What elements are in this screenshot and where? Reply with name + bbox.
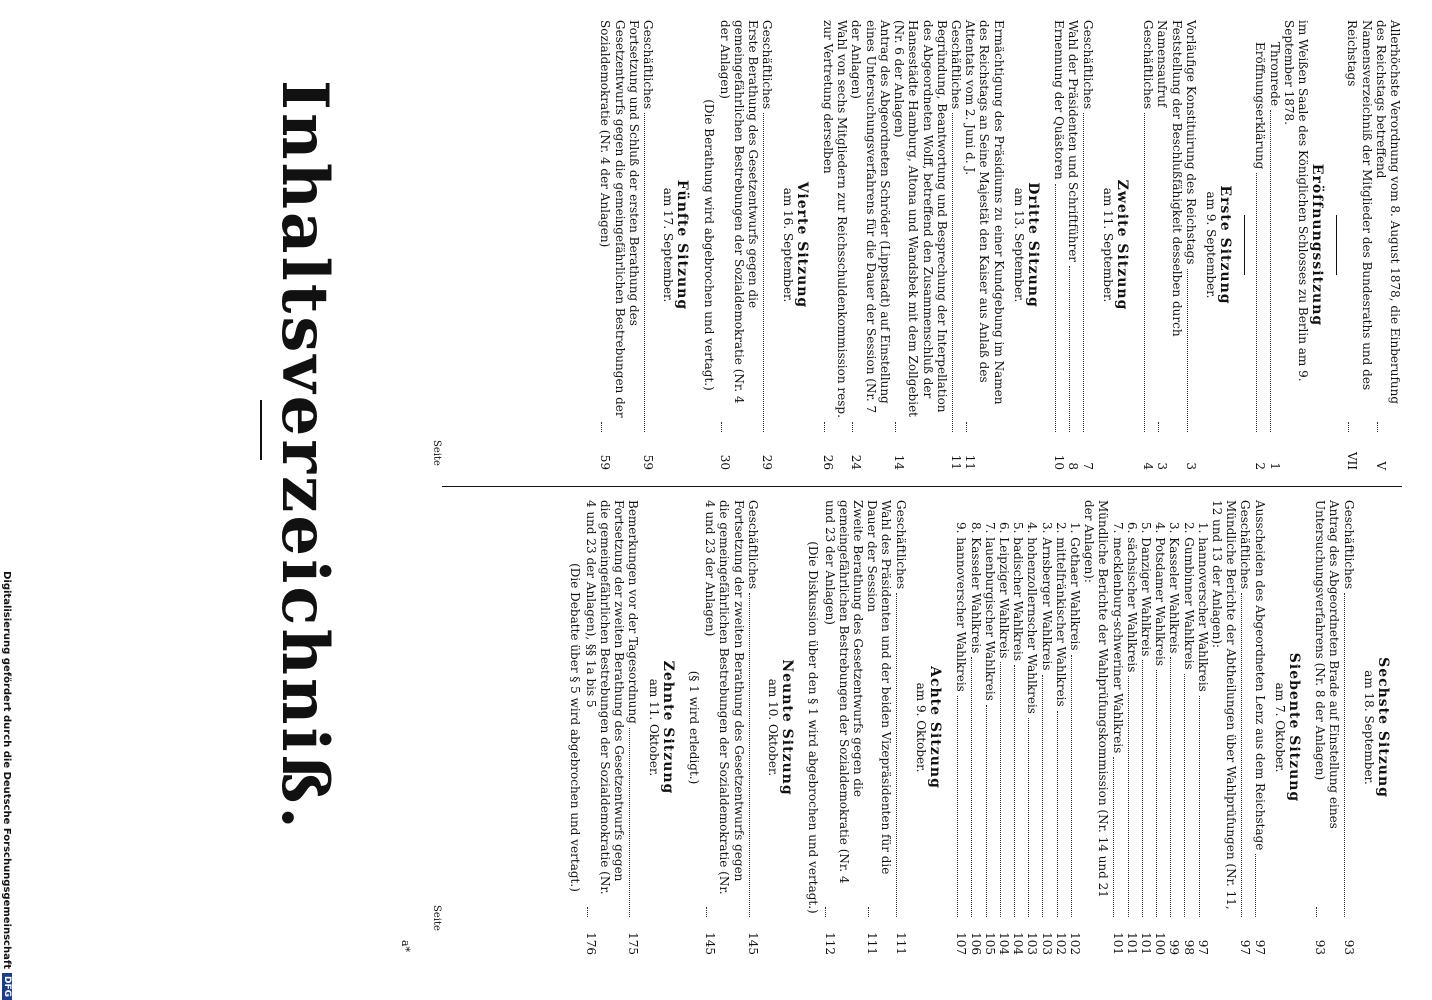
section-date: am 13. September. — [1011, 187, 1026, 303]
toc-entry — [1253, 20, 1267, 470]
toc-page-number: 175 — [626, 932, 641, 955]
section-rule — [1336, 215, 1337, 275]
toc-entry-text: 4. Potsdamer Wahlkreis — [1153, 522, 1168, 667]
toc-entry-text: Bemerkungen vor der Tagesordnung — [626, 500, 641, 724]
left-column — [598, 20, 1402, 470]
right-column — [561, 500, 1402, 955]
toc-page-number: 1 — [1267, 462, 1282, 470]
toc-entry — [1125, 500, 1139, 955]
toc-page-number: 14 — [892, 454, 907, 470]
footer-text: Digitalisierung gefördert durch die Deutsche Forschungsgemeinschaft — [1, 571, 13, 969]
section-heading: Vierte Sitzung — [793, 181, 810, 309]
toc-entry-text: Wahl von sechs Mitgliedern zur Reichsschuldenkommission resp. zur Vertretung derselben — [821, 20, 850, 418]
toc-entry-text: Begründung, Beantwortung und Besprechung der Interpellation des Abgeordneten Wolff, betreffend den Zusammenschluß der Hansestädte Hamburg, Altona und Wandsbek mit dem Zollgebiet (Nr. 6 der Anlagen) — [892, 20, 949, 417]
toc-entry — [1313, 500, 1341, 955]
section-heading: Sechste Sitzung — [1375, 657, 1391, 798]
section-note: (Die Berathung wird abgebrochen und vertagt.) — [701, 99, 716, 391]
leader-dots — [706, 907, 707, 917]
leader-dots — [1156, 670, 1157, 917]
leader-dots — [897, 593, 898, 917]
toc-entry — [849, 20, 892, 470]
toc-page-number: 97 — [1238, 939, 1253, 955]
toc-page-number: 11 — [963, 454, 978, 470]
leader-dots — [749, 593, 750, 917]
section-note: (Die Diskussion über den § 1 wird abgebrochen und vertagt.) — [806, 541, 821, 914]
toc-page-number: 103 — [1039, 932, 1054, 955]
toc-entry-text: 1. Gothaer Wahlkreis — [1067, 522, 1082, 651]
section-date: am 11. September. — [1100, 187, 1115, 303]
leader-dots — [763, 113, 764, 432]
section-heading: Achte Sitzung — [927, 666, 944, 789]
leader-dots — [957, 696, 958, 917]
leader-dots — [721, 422, 722, 432]
leader-dots — [1128, 676, 1129, 917]
toc-entry — [641, 20, 655, 470]
section-note: (§ 1 wird erledigt.) — [687, 670, 702, 785]
toc-entry — [626, 500, 640, 955]
toc-entry — [1267, 20, 1281, 470]
column-divider — [442, 486, 1402, 487]
toc-page-number: V — [1373, 461, 1388, 470]
toc-entry-text: 3. Kasseler Wahlkreis — [1167, 522, 1182, 654]
leader-dots — [629, 728, 630, 917]
toc-entry-text: Zweite Berathung des Gesetzentwurfs gegen die gemeingefährlichen Bestrebungen der Sozialdemokratie (Nr. 4 und 23 der Anlagen) — [822, 500, 866, 884]
leader-dots — [1113, 757, 1114, 917]
section-heading: Neunte Sitzung — [779, 659, 796, 796]
toc-entry-text: Fortsetzung und Schluß der ersten Berathung des Gesetzentwurfs gegen die gemeingefährlichen Bestrebungen der Sozialdemokratie (Nr. 4 der Anlagen) — [598, 20, 641, 418]
toc-entry-text: Vorläufige Konstituirung des Reichstags — [1183, 20, 1198, 265]
section-heading: Zweite Sitzung — [1113, 179, 1130, 311]
toc-entry — [1341, 500, 1355, 955]
section-date: am 16. September. — [780, 187, 795, 303]
toc-entry-text: 8. Kasseler Wahlkreis — [968, 522, 983, 654]
leader-dots — [1071, 655, 1072, 917]
toc-entry-text: Geschäftliches — [641, 20, 656, 110]
toc-entry — [1282, 20, 1310, 470]
leader-dots — [1144, 113, 1145, 432]
toc-entry-text: 5. badischer Wahlkreis — [1011, 522, 1026, 661]
leader-dots — [1000, 662, 1001, 917]
toc-entry — [703, 500, 746, 955]
toc-entry — [954, 500, 968, 955]
leader-dots — [1199, 696, 1200, 917]
leader-dots — [644, 113, 645, 432]
toc-entry-text: Eröffnungserklärung — [1253, 42, 1268, 170]
toc-entry-text: 6. Leipziger Wahlkreis — [996, 522, 1011, 659]
section-date: am 7. Oktober. — [1272, 682, 1287, 773]
toc-entry — [1155, 20, 1183, 470]
toc-entry — [894, 500, 908, 955]
toc-entry — [1252, 500, 1266, 955]
leader-dots — [587, 907, 588, 917]
toc-entry — [949, 20, 963, 470]
toc-page-number: 29 — [760, 454, 775, 470]
leader-dots — [1348, 422, 1349, 432]
toc-entry-text: Geschäftliches — [893, 500, 908, 590]
toc-page-number: 98 — [1181, 939, 1196, 955]
toc-entry — [1184, 20, 1198, 470]
toc-page-number: 102 — [1053, 932, 1068, 955]
toc-entry — [746, 500, 760, 955]
leader-dots — [825, 907, 826, 917]
leader-dots — [1170, 657, 1171, 917]
toc-page-number: 59 — [598, 454, 613, 470]
toc-entry — [1210, 500, 1238, 955]
toc-entry — [1039, 500, 1053, 955]
toc-entry — [1139, 500, 1153, 955]
leader-dots — [1316, 907, 1317, 917]
toc-entry-text: Geschäftliches — [760, 20, 775, 110]
toc-page-number: 104 — [996, 932, 1011, 955]
toc-page-number: 97 — [1252, 939, 1267, 955]
toc-entry — [598, 20, 641, 470]
section-date: am 18. September. — [1361, 670, 1376, 785]
leader-dots — [1344, 593, 1345, 917]
toc-entry-text: 1. hannoverscher Wahlkreis — [1195, 522, 1210, 692]
leader-dots — [1142, 660, 1143, 917]
leader-dots — [1377, 422, 1378, 432]
toc-page-number: 30 — [717, 454, 732, 470]
leader-dots — [1184, 674, 1185, 917]
toc-page-number: 99 — [1167, 939, 1182, 955]
leader-dots — [1055, 184, 1056, 432]
leader-dots — [1158, 422, 1159, 432]
seite-label-left: Seite — [431, 440, 442, 466]
section-heading: Fünfte Sitzung — [674, 179, 691, 311]
toc-page-number: 8 — [1066, 462, 1081, 470]
toc-entry-text: Mündliche Berichte der Abtheilungen über Wahlprüfungen (Nr. 11, 12 und 13 der Anlagen): — [1209, 500, 1239, 910]
toc-page-number: 101 — [1138, 932, 1153, 955]
toc-entry-text: Ermächtigung des Präsidiums zu einer Kundgebung im Namen des Reichstags an Seine Majestät den Kaiser aus Anlaß des Attentats vom 2. Juni d. J. — [963, 20, 1006, 405]
toc-entry-text: 7. lauenburgischer Wahlkreis — [982, 522, 997, 701]
toc-page-number: 101 — [1110, 932, 1125, 955]
leader-dots — [1256, 173, 1257, 432]
toc-entry — [963, 20, 1006, 470]
toc-entry — [718, 20, 761, 470]
toc-entry-text: Thronrede — [1267, 42, 1282, 107]
section-date: am 17. September. — [661, 187, 676, 303]
toc-page-number: 10 — [1052, 454, 1067, 470]
toc-entry-text: Ausscheiden des Abgeordneten Lenz aus dem Reichstage — [1252, 500, 1267, 851]
leader-dots — [1187, 269, 1188, 433]
leader-dots — [1069, 266, 1070, 432]
toc-page-number: 59 — [641, 454, 656, 470]
toc-entry-text: Geschäftliches — [1080, 20, 1095, 110]
leader-dots — [1014, 665, 1015, 917]
section-rule — [1244, 215, 1245, 275]
leader-dots — [601, 422, 602, 432]
toc-entry-text: Fortsetzung der zweiten Berathung des Gesetzentwurfs gegen die gemeingefährlichen Bestrebungen der Sozialdemokratie (Nr. 4 und 23 der Anlagen) — [703, 500, 746, 895]
toc-page-number: VII — [1345, 451, 1360, 470]
toc-entry-text: 3. Arnsberger Wahlkreis — [1039, 522, 1054, 671]
toc-page-number: 112 — [822, 932, 837, 955]
toc-page-number: 93 — [1313, 939, 1328, 955]
section-date: am 9. Oktober. — [913, 682, 928, 773]
toc-page-number: 4 — [1141, 462, 1156, 470]
toc-entry-text: Geschäftliches — [948, 20, 963, 110]
toc-entry — [1345, 20, 1373, 470]
toc-entry — [1066, 20, 1080, 470]
toc-entry-text: 4. hohenzollernscher Wahlkreis — [1025, 522, 1040, 714]
toc-page-number: 106 — [968, 932, 983, 955]
toc-page-number: 105 — [982, 932, 997, 955]
toc-entry-text: 7. mecklenburg-schweriner Wahlkreis — [1110, 522, 1125, 754]
toc-page-number: 176 — [583, 932, 598, 955]
toc-page-number: 24 — [849, 454, 864, 470]
toc-entry-text: 2. mittelfränkischer Wahlkreis — [1053, 522, 1068, 707]
leader-dots — [1057, 711, 1058, 917]
toc-entry — [1052, 20, 1066, 470]
toc-entry — [1082, 500, 1110, 955]
toc-entry — [1167, 500, 1181, 955]
toc-page-number: 26 — [821, 454, 836, 470]
toc-entry-text: 5. Danziger Wahlkreis — [1138, 522, 1153, 657]
toc-page-number: 11 — [948, 454, 963, 470]
section-date: am 9. September. — [1203, 191, 1218, 299]
leader-dots — [1255, 854, 1256, 917]
toc-entry-text: Antrag des Abgeordneten Brade auf Einstellung eines Untersuchungsverfahrens (Nr. 8 der Anlagen) — [1313, 500, 1342, 829]
toc-entry — [760, 20, 774, 470]
toc-entry — [1196, 500, 1210, 955]
leader-dots — [895, 422, 896, 432]
toc-entry-text: Geschäftliches — [745, 500, 760, 590]
toc-page-number: 102 — [1067, 932, 1082, 955]
toc-entry — [1068, 500, 1082, 955]
footer — [0, 0, 14, 1000]
toc-entry — [865, 500, 893, 955]
toc-entry-text: Antrag des Abgeordneten Schröder (Lippstadt) auf Einstellung eines Untersuchungsverfahrens für die Dauer der Session (Nr. 7 der Anlagen) — [849, 20, 892, 414]
toc-entry — [997, 500, 1011, 955]
page-title: Inhaltsverzeichniß. — [267, 80, 342, 832]
leader-dots — [1083, 113, 1084, 432]
seite-label-right: Seite — [431, 905, 442, 931]
toc-entry-text: Wahl der Präsidenten und Schriftführer — [1066, 20, 1081, 263]
toc-entry — [1110, 500, 1124, 955]
leader-dots — [824, 422, 825, 432]
toc-entry-text: im Weißen Saale des Königlichen Schlosses zu Berlin am 9. September 1878. — [1281, 20, 1310, 382]
toc-page-number: 3 — [1183, 462, 1198, 470]
toc-entry — [1153, 500, 1167, 955]
toc-entry — [584, 500, 627, 955]
dfg-logo-icon: DFG — [2, 973, 12, 1000]
toc-entry — [1054, 500, 1068, 955]
toc-entry-text: Allerhöchste Verordnung vom 8. August 1878, die Einberufung des Reichstags betreffend — [1373, 20, 1402, 405]
toc-entry-text: 9. hannoverscher Wahlkreis — [954, 522, 969, 692]
toc-page-number: 101 — [1124, 932, 1139, 955]
toc-entry-text: Ernennung der Quästoren — [1052, 20, 1067, 180]
toc-page-number: 100 — [1153, 932, 1168, 955]
toc-page-number: 104 — [1011, 932, 1026, 955]
toc-entry-text: 6. sächsischer Wahlkreis — [1124, 522, 1139, 673]
leader-dots — [986, 705, 987, 917]
leader-dots — [1028, 718, 1029, 917]
toc-page-number: 145 — [745, 932, 760, 955]
toc-entry-text: 2. Gumbinner Wahlkreis — [1181, 522, 1196, 670]
toc-entry-text: Geschäftliches — [1238, 500, 1253, 590]
leader-dots — [852, 422, 853, 432]
section-heading: Dritte Sitzung — [1024, 182, 1041, 308]
toc-entry — [1238, 500, 1252, 955]
toc-entry — [1025, 500, 1039, 955]
title-rule — [260, 400, 262, 460]
toc-entry-text: Namensverzeichniß der Mitglieder des Bundesraths und des Reichstags — [1345, 20, 1374, 391]
toc-page-number: 111 — [893, 932, 908, 955]
section-note: (Die Debatte über § 5 wird abgebrochen und vertagt.) — [567, 563, 582, 892]
toc-page-number: 145 — [703, 932, 718, 955]
toc-entry-text: Mündliche Berichte der Wahlprüfungskommission (Nr. 14 und 21 der Anlagen): — [1082, 500, 1111, 898]
toc-entry — [822, 500, 865, 955]
toc-entry — [1181, 500, 1195, 955]
section-heading: Siebente Sitzung — [1285, 652, 1302, 803]
signature-mark: a* — [399, 940, 412, 953]
toc-page-number: 7 — [1080, 462, 1095, 470]
section-heading: Erste Sitzung — [1217, 185, 1234, 305]
toc-page-number: 93 — [1341, 939, 1356, 955]
toc-page-number: 2 — [1253, 462, 1268, 470]
toc-page-number: 97 — [1195, 939, 1210, 955]
toc-page-number: 103 — [1025, 932, 1040, 955]
section-heading: Eröffnungssitzung — [1309, 163, 1326, 327]
toc-entry — [1080, 20, 1094, 470]
toc-page-number: 3 — [1155, 462, 1170, 470]
leader-dots — [971, 657, 972, 917]
toc-page-number: 107 — [954, 932, 969, 955]
toc-entry-text: Erste Berathung des Gesetzentwurfs gegen die gemeingefährlichen Bestrebungen der Sozialdemokratie (Nr. 4 der Anlagen) — [717, 20, 761, 404]
toc-entry — [968, 500, 982, 955]
leader-dots — [952, 113, 953, 432]
toc-entry — [1374, 20, 1402, 470]
toc-entry — [1141, 20, 1155, 470]
toc-page-number: 111 — [865, 932, 880, 955]
leader-dots — [1270, 110, 1271, 432]
leader-dots — [868, 907, 869, 917]
toc-entry-text: Feststellung der Beschlußfähigkeit desselben durch Namensaufruf — [1155, 20, 1184, 337]
leader-dots — [1241, 593, 1242, 917]
toc-entry-text: Fortsetzung der zweiten Berathung des Gesetzentwurfs gegen die gemeingefährlichen Bestrebungen der Sozialdemokratie (Nr. 4 und 23 der Anlagen), §§ 1a bis 5 — [583, 500, 627, 895]
toc-entry-text: Wahl des Präsidenten und der beiden Vizepräsidenten für die Dauer der Session — [865, 500, 894, 875]
section-date: am 11. Oktober. — [646, 678, 661, 777]
toc-entry-text: Geschäftliches — [1141, 20, 1156, 110]
toc-entry — [1011, 500, 1025, 955]
toc-entry — [821, 20, 849, 470]
footer-strip — [0, 0, 14, 1000]
toc-entry — [983, 500, 997, 955]
section-date: am 10. Oktober. — [766, 678, 781, 777]
leader-dots — [966, 422, 967, 432]
toc-entry — [892, 20, 949, 470]
toc-entry-text: Geschäftliches — [1341, 500, 1356, 590]
section-heading: Zehnte Sitzung — [659, 660, 676, 795]
leader-dots — [1042, 675, 1043, 917]
